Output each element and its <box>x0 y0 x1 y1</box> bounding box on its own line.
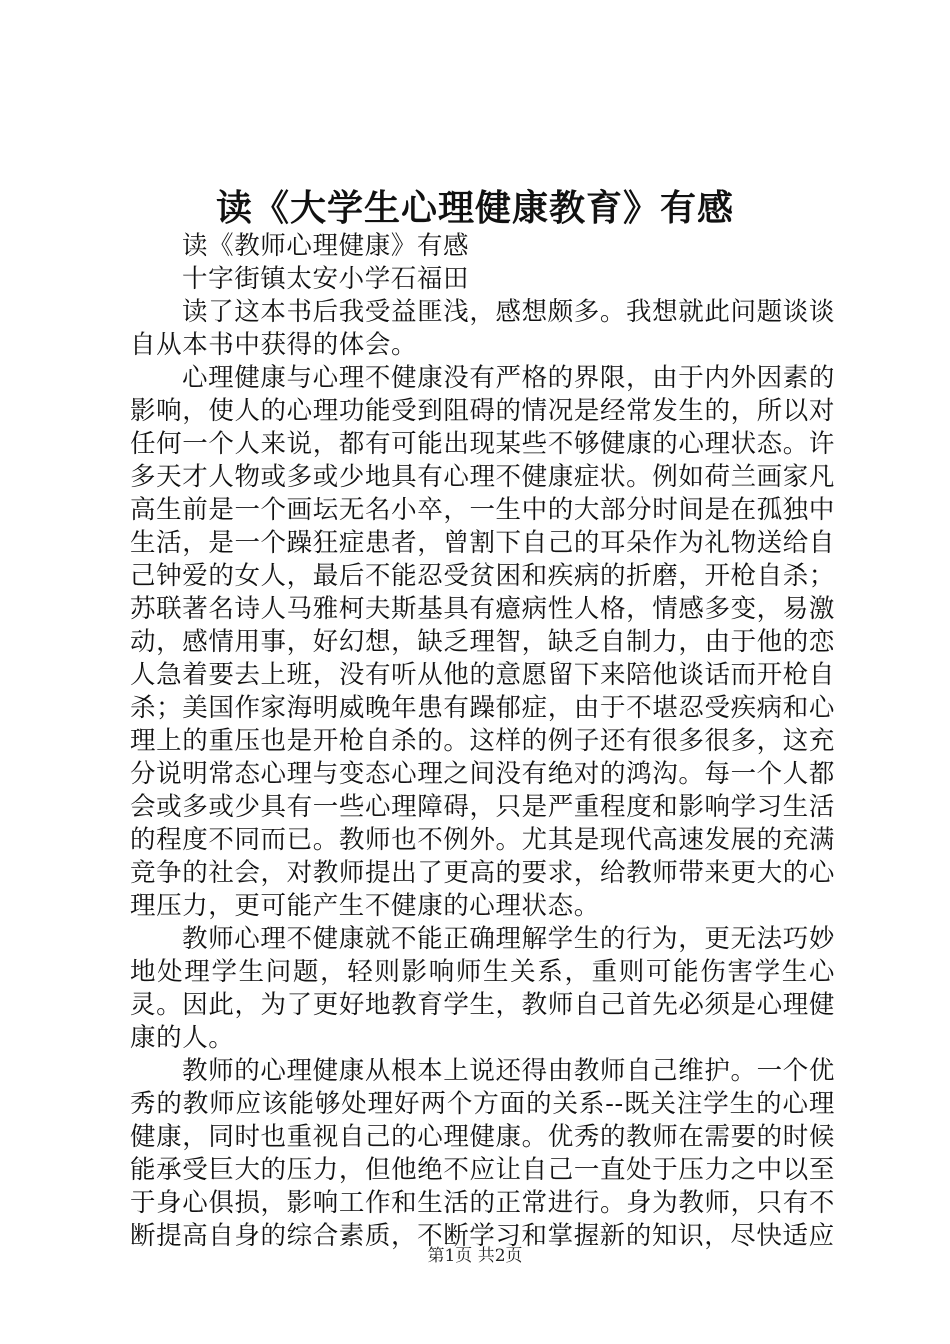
body-paragraph: 读了这本书后我受益匪浅，感想颇多。我想就此问题谈谈自从本书中获得的体会。 <box>130 297 835 360</box>
body-paragraph: 心理健康与心理不健康没有严格的界限，由于内外因素的影响，使人的心理功能受到阻碍的情况是经常发生的，所以对任何一个人来说，都有可能出现某些不够健康的心理状态。许多天才人物或多或少地具有心理不健康症状。例如荷兰画家凡高生前是一个画坛无名小卒，一生中的大部分时间是在孤独中生活，是一个躁狂症患者，曾割下自己的耳朵作为礼物送给自己钟爱的女人，最后不能忍受贫困和疾病的折磨，开枪自杀；苏联著名诗人马雅柯夫斯基具有癔病性人格，情感多变，易激动，感情用事，好幻想，缺乏理智，缺乏自制力，由于他的恋人急着要去上班，没有听从他的意愿留下来陪他谈话而开枪自杀；美国作家海明威晚年患有躁郁症，由于不堪忍受疾病和心理上的重压也是开枪自杀的。这样的例子还有很多很多，这充分说明常态心理与变态心理之间没有绝对的鸿沟。每一个人都会或多或少具有一些心理障碍，只是严重程度和影响学习生活的程度不同而已。教师也不例外。尤其是现代高速发展的充满竞争的社会，对教师提出了更高的要求，给教师带来更大的心理压力，更可能产生不健康的心理状态。 <box>130 363 835 921</box>
page-number-footer: 第1页 共2页 <box>427 1246 523 1266</box>
document-title: 读《大学生心理健康教育》有感 <box>215 187 734 229</box>
author-line: 十字街镇太安小学石福田 <box>182 264 470 294</box>
book-title-line: 读《教师心理健康》有感 <box>182 231 470 261</box>
body-paragraph: 教师心理不健康就不能正确理解学生的行为，更无法巧妙地处理学生问题，轻则影响师生关系，重则可能伤害学生心灵。因此，为了更好地教育学生，教师自己首先必须是心理健康的人。 <box>130 924 835 1053</box>
document-body <box>130 230 835 1253</box>
body-paragraph: 教师的心理健康从根本上说还得由教师自己维护。一个优秀的教师应该能够处理好两个方面的关系--既关注学生的心理健康，同时也重视自己的心理健康。优秀的教师在需要的时候能承受巨大的压力，但他绝不应让自己一直处于压力之中以至于身心俱损，影响工作和生活的正常进行。身为教师，只有不断提高自身的综合素质，不断学习和掌握新的知识，尽快适应 <box>130 1056 835 1251</box>
